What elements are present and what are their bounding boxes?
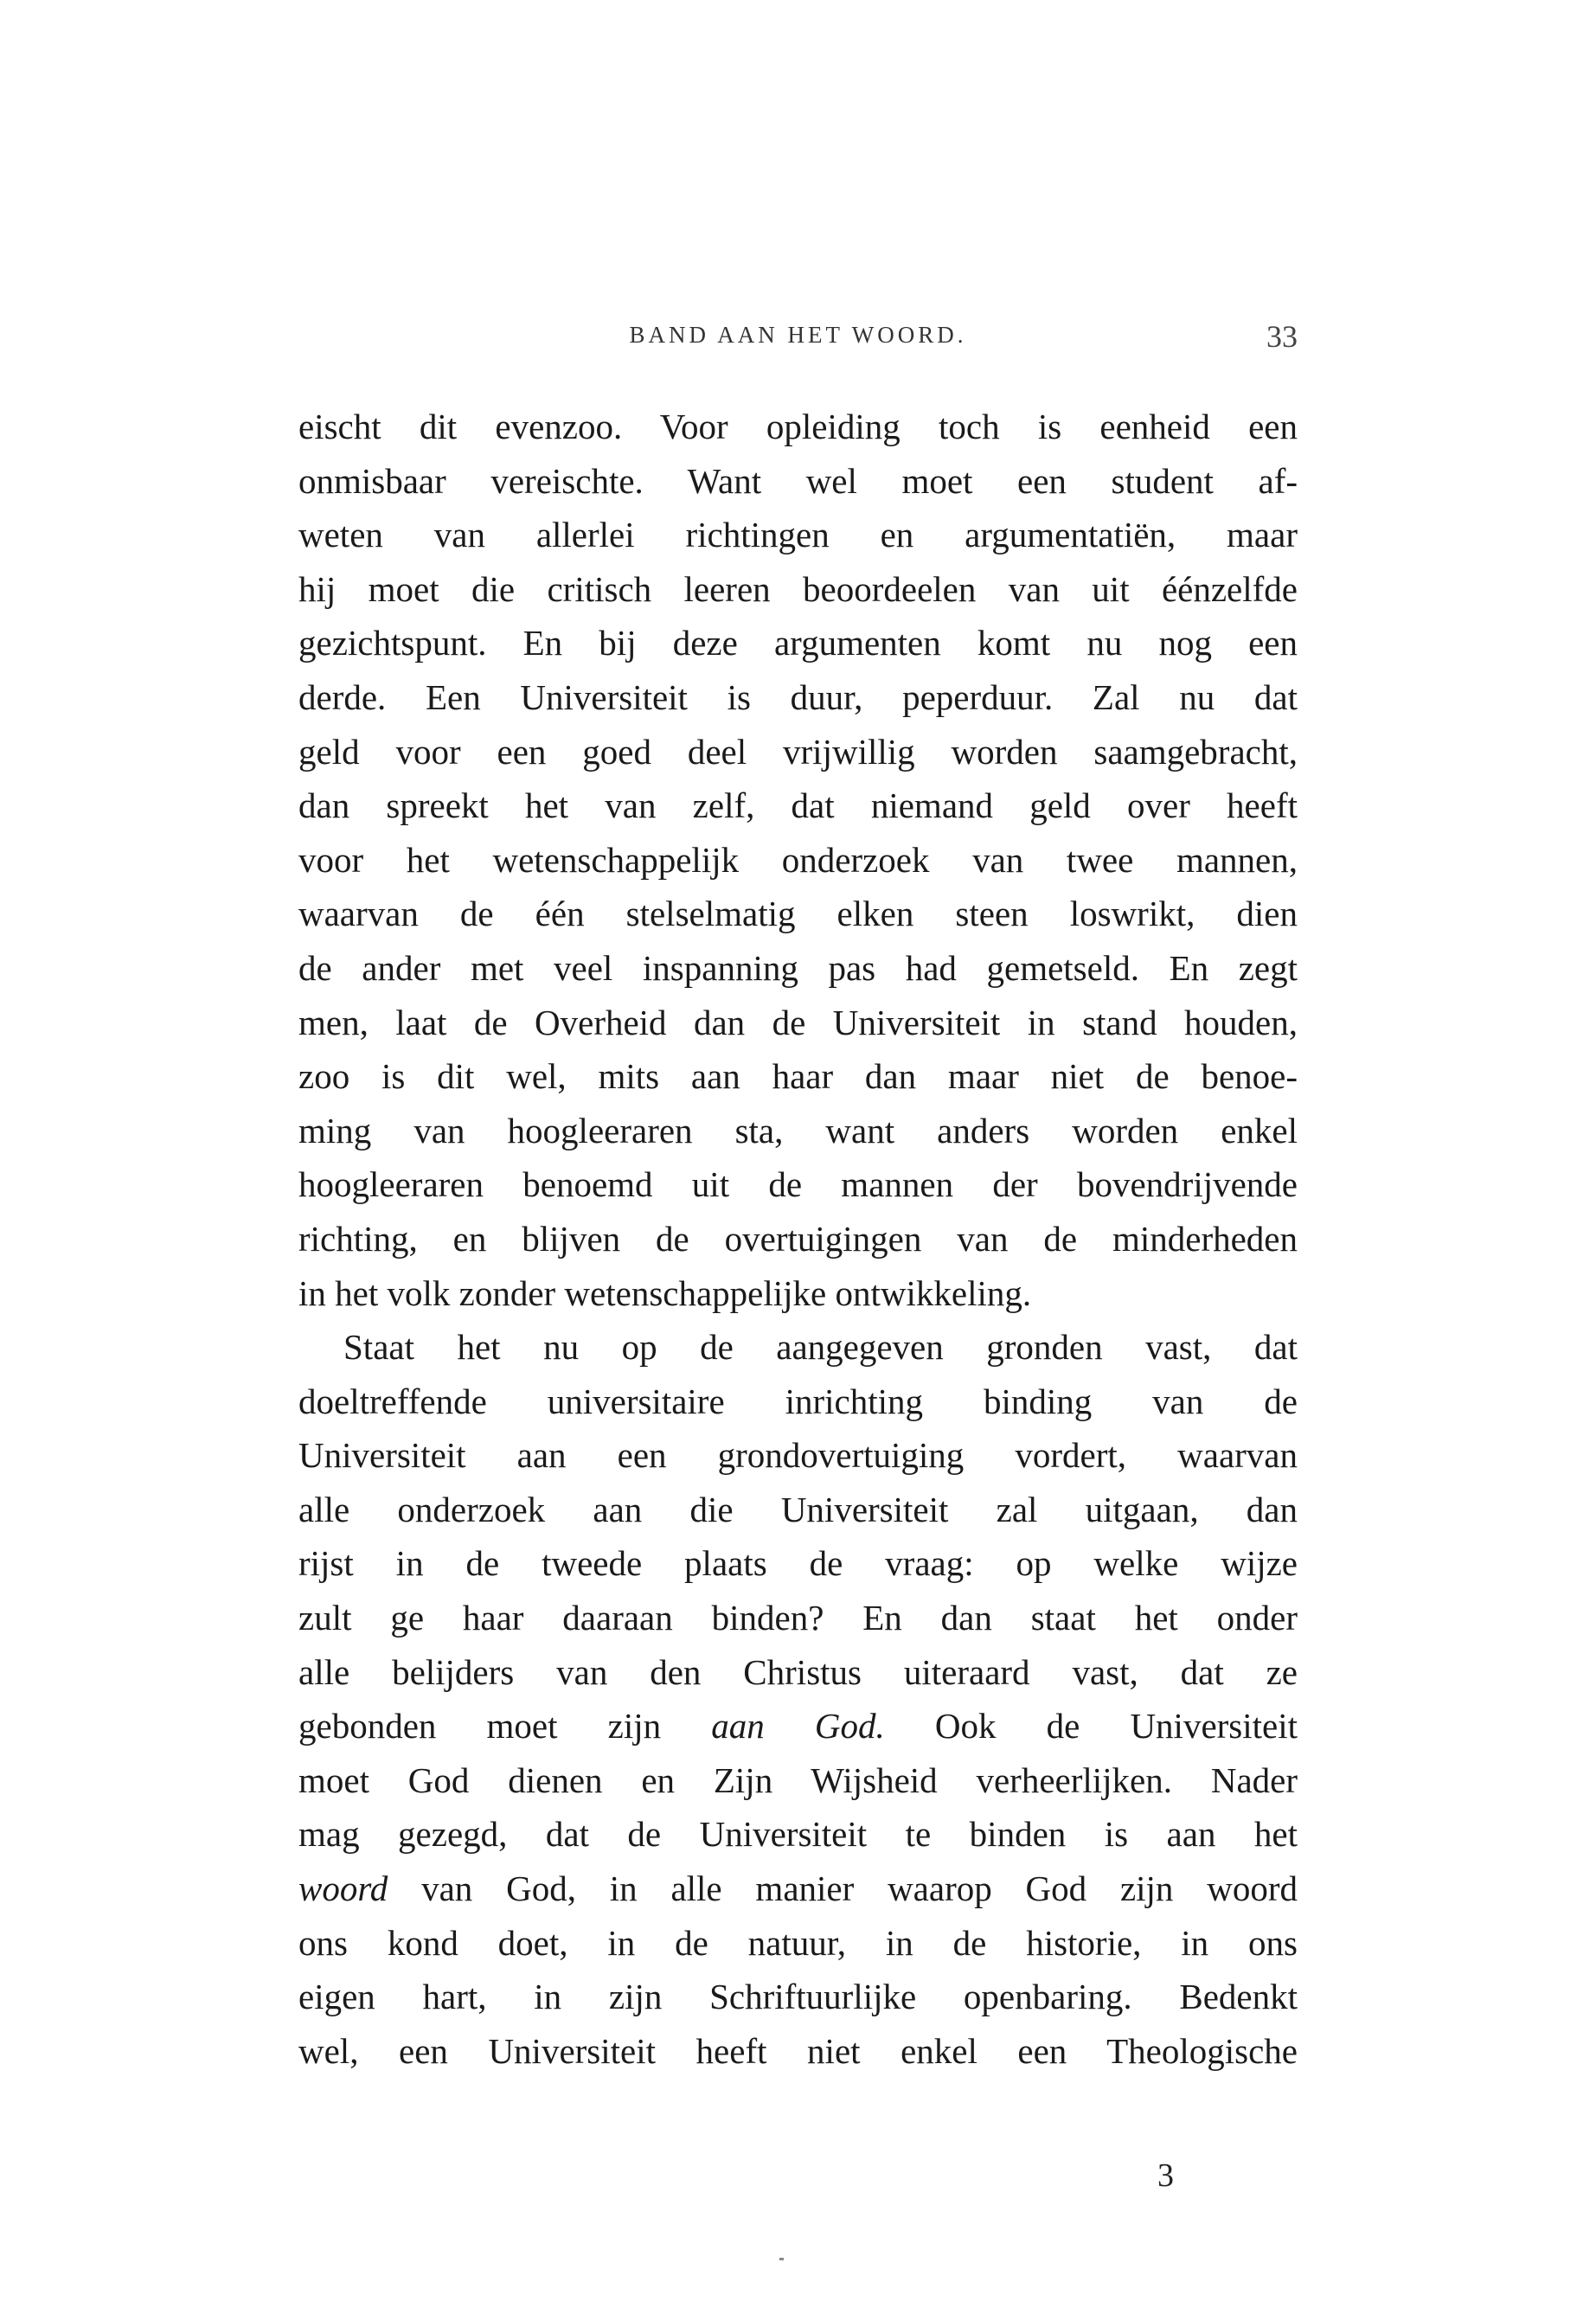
- paragraph-end-line: in het volk zonder wetenschappelijke ontwikkeling.: [298, 1272, 1032, 1313]
- text-line: Universiteit aan een grondovertuiging vordert, waarvan: [298, 1435, 1298, 1476]
- body-text: [298, 400, 1298, 2078]
- text-line: derde. Een Universiteit is duur, peperduur. Zal nu dat: [298, 676, 1298, 717]
- paper-speck: [779, 2258, 784, 2260]
- text-line: eischt dit evenzoo. Voor opleiding toch is eenheid een: [298, 407, 1298, 446]
- text-line: hij moet die critisch leeren beoordeelen van uit éénzelfde: [298, 568, 1298, 609]
- text-line: zoo is dit wel, mits aan haar dan maar niet de benoe-: [298, 1056, 1298, 1097]
- text-line: gezichtspunt. En bij deze argumenten komt nu nog een: [298, 623, 1298, 663]
- text-line: onmisbaar vereischte. Want wel moet een student af-: [298, 460, 1298, 501]
- paragraph-start-line: Staat het nu op de aangegeven gronden vast, dat: [343, 1327, 1298, 1368]
- text-line: rijst in de tweede plaats de vraag: op welke wijze: [298, 1543, 1298, 1584]
- italic-emphasis: aan God.: [711, 1706, 885, 1747]
- text-line: waarvan de één stelselmatig elken steen loswrikt, dien: [298, 894, 1298, 934]
- text-line: weten van allerlei richtingen en argumentatiën, maar: [298, 515, 1298, 555]
- text-line: ons kond doet, in de natuur, in de historie, in ons: [298, 1922, 1298, 1963]
- text-line: zult ge haar daaraan binden? En dan staat het onder: [298, 1598, 1298, 1638]
- italic-emphasis: woord: [298, 1868, 388, 1909]
- text-line: doeltreffende universitaire inrichting binding van de: [298, 1381, 1298, 1421]
- running-head: [298, 319, 1298, 356]
- text-line: mag gezegd, dat de Universiteit te binden is aan het: [298, 1814, 1298, 1855]
- text-line: alle onderzoek aan die Universiteit zal uitgaan, dan: [298, 1489, 1298, 1529]
- text-line: richting, en blijven de overtuigingen van de minderheden: [298, 1218, 1298, 1259]
- text-line: geld voor een goed deel vrijwillig worden saamgebracht,: [298, 731, 1298, 772]
- page-number: 33: [1266, 319, 1298, 354]
- text-line: eigen hart, in zijn Schriftuurlijke openbaring. Bedenkt: [298, 1977, 1298, 2017]
- text-line: voor het wetenschappelijk onderzoek van twee mannen,: [298, 839, 1298, 880]
- text-line: moet God dienen en Zijn Wijsheid verheerlijken. Nader: [298, 1759, 1298, 1800]
- text-line: dan spreekt het van zelf, dat niemand geld over heeft: [298, 785, 1298, 826]
- running-title: BAND AAN HET WOORD.: [629, 322, 967, 348]
- text-line: de ander met veel inspanning pas had gemetseld. En zegt: [298, 947, 1298, 988]
- text-line: woord van God, in alle manier waarop God zijn woord: [298, 1868, 1298, 1909]
- text-line: gebonden moet zijn aan God. Ook de Universiteit: [298, 1706, 1298, 1747]
- text-line: men, laat de Overheid dan de Universiteit in stand houden,: [298, 1002, 1298, 1042]
- text-line: ming van hoogleeraren sta, want anders worden enkel: [298, 1110, 1298, 1150]
- text-line: hoogleeraren benoemd uit de mannen der bovendrijvende: [298, 1164, 1298, 1205]
- text-line: alle belijders van den Christus uiteraard vast, dat ze: [298, 1651, 1298, 1692]
- text-line: wel, een Universiteit heeft niet enkel een Theologische: [298, 2030, 1298, 2071]
- signature-mark: 3: [1157, 2157, 1174, 2194]
